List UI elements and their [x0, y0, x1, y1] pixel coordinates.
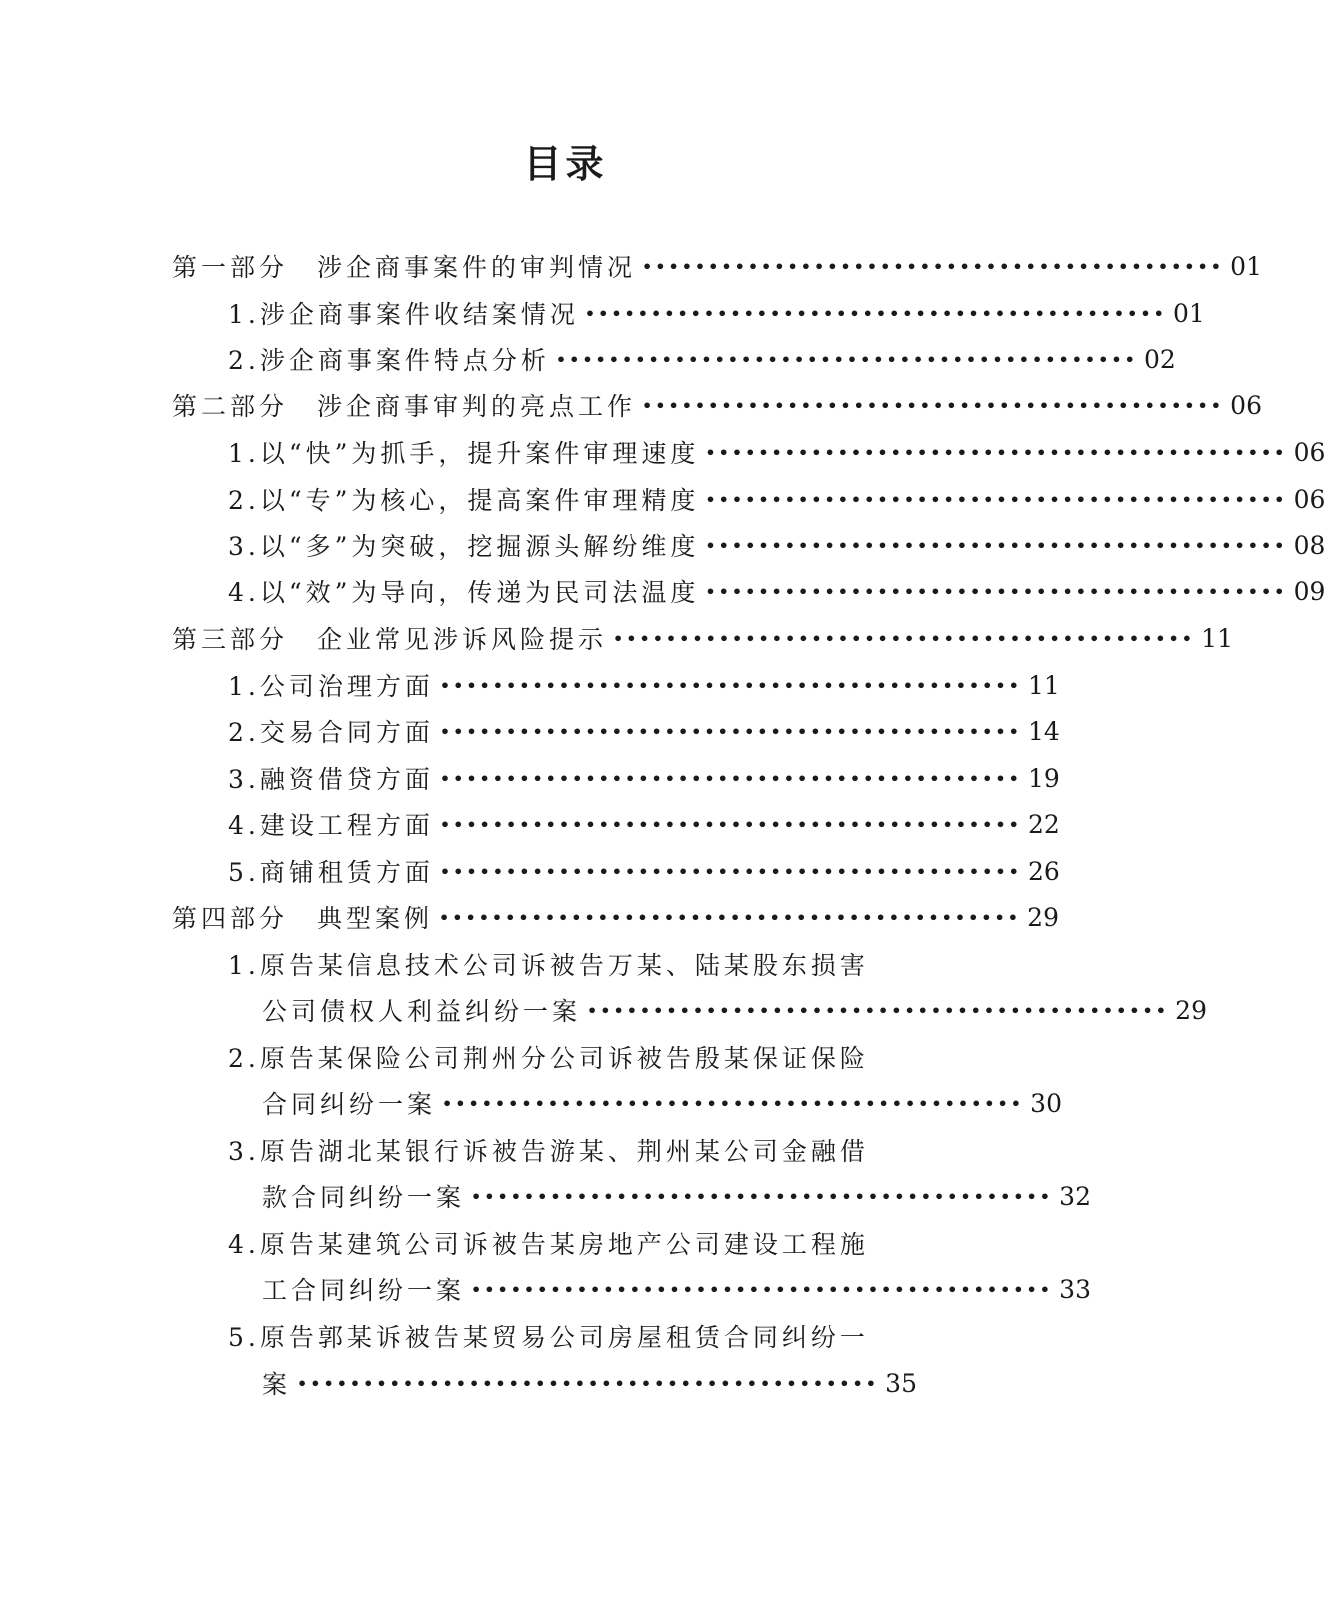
entry-label: 案 [262, 1370, 292, 1399]
page-number: 01 [1173, 298, 1205, 328]
leader-dots: •••••••••••••••••••••••••••••••••••••••••••• [613, 628, 1195, 648]
toc-entry-3-2[interactable] [228, 709, 1060, 753]
toc-entry-3-1[interactable] [228, 663, 1060, 707]
leader-dots: •••••••••••••••••••••••••••••••••••••••••••• [642, 256, 1224, 276]
entry-label: 3.融资借贷方面 [228, 765, 434, 794]
toc-entry-4-3[interactable] [262, 1174, 1091, 1218]
entry-label: 4.建设工程方面 [228, 811, 434, 840]
toc-entry-part-4[interactable] [172, 895, 1059, 939]
toc-entry-1-2[interactable] [228, 337, 1176, 381]
entry-label: 第二部分 涉企商事审判的亮点工作 [172, 392, 637, 421]
toc-entry-3-3[interactable] [228, 756, 1060, 800]
leader-dots: •••••••••••••••••••••••••••••••••••••••••••• [471, 1279, 1053, 1299]
page-number: 11 [1028, 670, 1060, 700]
leader-dots: •••••••••••••••••••••••••••••••••••••••••••• [439, 675, 1022, 695]
toc-entry-2-1[interactable] [228, 430, 1325, 474]
entry-label: 第三部分 企业常见涉诉风险提示 [172, 625, 608, 654]
toc-entry-4-1-line1[interactable] [228, 942, 869, 986]
page-number: 33 [1059, 1274, 1091, 1304]
entry-label: 1.公司治理方面 [228, 672, 434, 701]
toc-entry-4-2-line1[interactable] [228, 1035, 869, 1079]
leader-dots: •••••••••••••••••••••••••••••••••••••••••••• [439, 814, 1022, 834]
toc-entry-part-3[interactable] [172, 616, 1233, 660]
toc-entry-4-3-line1[interactable] [228, 1128, 869, 1172]
page-number: 08 [1293, 530, 1325, 560]
entry-label: 1.原告某信息技术公司诉被告万某、陆某股东损害 [228, 951, 869, 980]
entry-label: 1.以“快”为抓手，提升案件审理速度 [228, 439, 700, 468]
toc-entry-3-5[interactable] [228, 849, 1060, 893]
toc-entry-3-4[interactable] [228, 802, 1060, 846]
entry-label: 第四部分 典型案例 [172, 904, 434, 933]
leader-dots: •••••••••••••••••••••••••••••••••••••••••••• [705, 442, 1288, 462]
page-number: 19 [1028, 763, 1060, 793]
entry-label: 1.涉企商事案件收结案情况 [228, 300, 579, 329]
page-number: 30 [1030, 1088, 1062, 1118]
entry-label: 第一部分 涉企商事案件的审判情况 [172, 253, 637, 282]
toc-entry-4-5-line1[interactable] [228, 1314, 869, 1358]
page-number: 06 [1293, 484, 1325, 514]
leader-dots: •••••••••••••••••••••••••••••••••••••••••••• [297, 1373, 879, 1393]
page-number: 26 [1028, 856, 1060, 886]
leader-dots: •••••••••••••••••••••••••••••••••••••••••••• [705, 535, 1288, 555]
entry-label: 款合同纠纷一案 [262, 1183, 466, 1212]
page-number: 01 [1230, 251, 1262, 281]
page-number: 22 [1028, 809, 1060, 839]
toc-entry-2-4[interactable] [228, 569, 1325, 613]
leader-dots: •••••••••••••••••••••••••••••••••••••••••••• [439, 907, 1021, 927]
entry-label: 5.商铺租赁方面 [228, 858, 434, 887]
page-number: 32 [1059, 1181, 1091, 1211]
toc-entry-part-2[interactable] [172, 383, 1262, 427]
page-number: 35 [885, 1368, 917, 1398]
entry-label: 合同纠纷一案 [262, 1090, 437, 1119]
toc-title: 目录 [523, 141, 608, 186]
entry-label: 3.原告湖北某银行诉被告游某、荆州某公司金融借 [228, 1137, 869, 1166]
entry-label: 2.以“专”为核心，提高案件审理精度 [228, 486, 700, 515]
toc-entry-part-1[interactable] [172, 244, 1262, 288]
page-number: 29 [1175, 995, 1207, 1025]
leader-dots: •••••••••••••••••••••••••••••••••••••••••••• [439, 721, 1022, 741]
toc-entry-4-1[interactable] [262, 988, 1207, 1032]
leader-dots: •••••••••••••••••••••••••••••••••••••••••••• [642, 395, 1224, 415]
entry-label: 公司债权人利益纠纷一案 [262, 997, 582, 1026]
entry-label: 3.以“多”为突破，挖掘源头解纷维度 [228, 532, 700, 561]
toc-entry-1-1[interactable] [228, 291, 1205, 335]
leader-dots: •••••••••••••••••••••••••••••••••••••••••••• [439, 768, 1022, 788]
page-number: 06 [1230, 390, 1262, 420]
toc-entry-4-2[interactable] [262, 1081, 1062, 1125]
leader-dots: •••••••••••••••••••••••••••••••••••••••••••• [471, 1186, 1053, 1206]
leader-dots: •••••••••••••••••••••••••••••••••••••••••••• [555, 349, 1138, 369]
entry-label: 2.交易合同方面 [228, 718, 434, 747]
leader-dots: •••••••••••••••••••••••••••••••••••••••••••• [442, 1093, 1024, 1113]
toc-entry-4-5[interactable] [262, 1361, 917, 1405]
toc-entry-2-2[interactable] [228, 477, 1325, 521]
entry-label: 2.原告某保险公司荆州分公司诉被告殷某保证保险 [228, 1044, 869, 1073]
entry-label: 2.涉企商事案件特点分析 [228, 346, 550, 375]
page-number: 29 [1027, 902, 1059, 932]
page-number: 14 [1028, 716, 1060, 746]
page-number: 11 [1201, 623, 1233, 653]
toc-entry-2-3[interactable] [228, 523, 1325, 567]
entry-label: 5.原告郭某诉被告某贸易公司房屋租赁合同纠纷一 [228, 1323, 869, 1352]
entry-label: 4.以“效”为导向，传递为民司法温度 [228, 578, 700, 607]
leader-dots: •••••••••••••••••••••••••••••••••••••••••••• [584, 303, 1167, 323]
page-number: 06 [1293, 437, 1325, 467]
toc-entry-4-4[interactable] [262, 1267, 1091, 1311]
leader-dots: •••••••••••••••••••••••••••••••••••••••••••• [705, 581, 1288, 601]
entry-label: 4.原告某建筑公司诉被告某房地产公司建设工程施 [228, 1230, 869, 1259]
page-number: 02 [1144, 344, 1176, 374]
toc-entry-4-4-line1[interactable] [228, 1221, 869, 1265]
entry-label: 工合同纠纷一案 [262, 1276, 466, 1305]
leader-dots: •••••••••••••••••••••••••••••••••••••••••••• [439, 861, 1022, 881]
page-number: 09 [1293, 576, 1325, 606]
leader-dots: •••••••••••••••••••••••••••••••••••••••••••• [705, 489, 1288, 509]
leader-dots: •••••••••••••••••••••••••••••••••••••••••••• [587, 1000, 1169, 1020]
